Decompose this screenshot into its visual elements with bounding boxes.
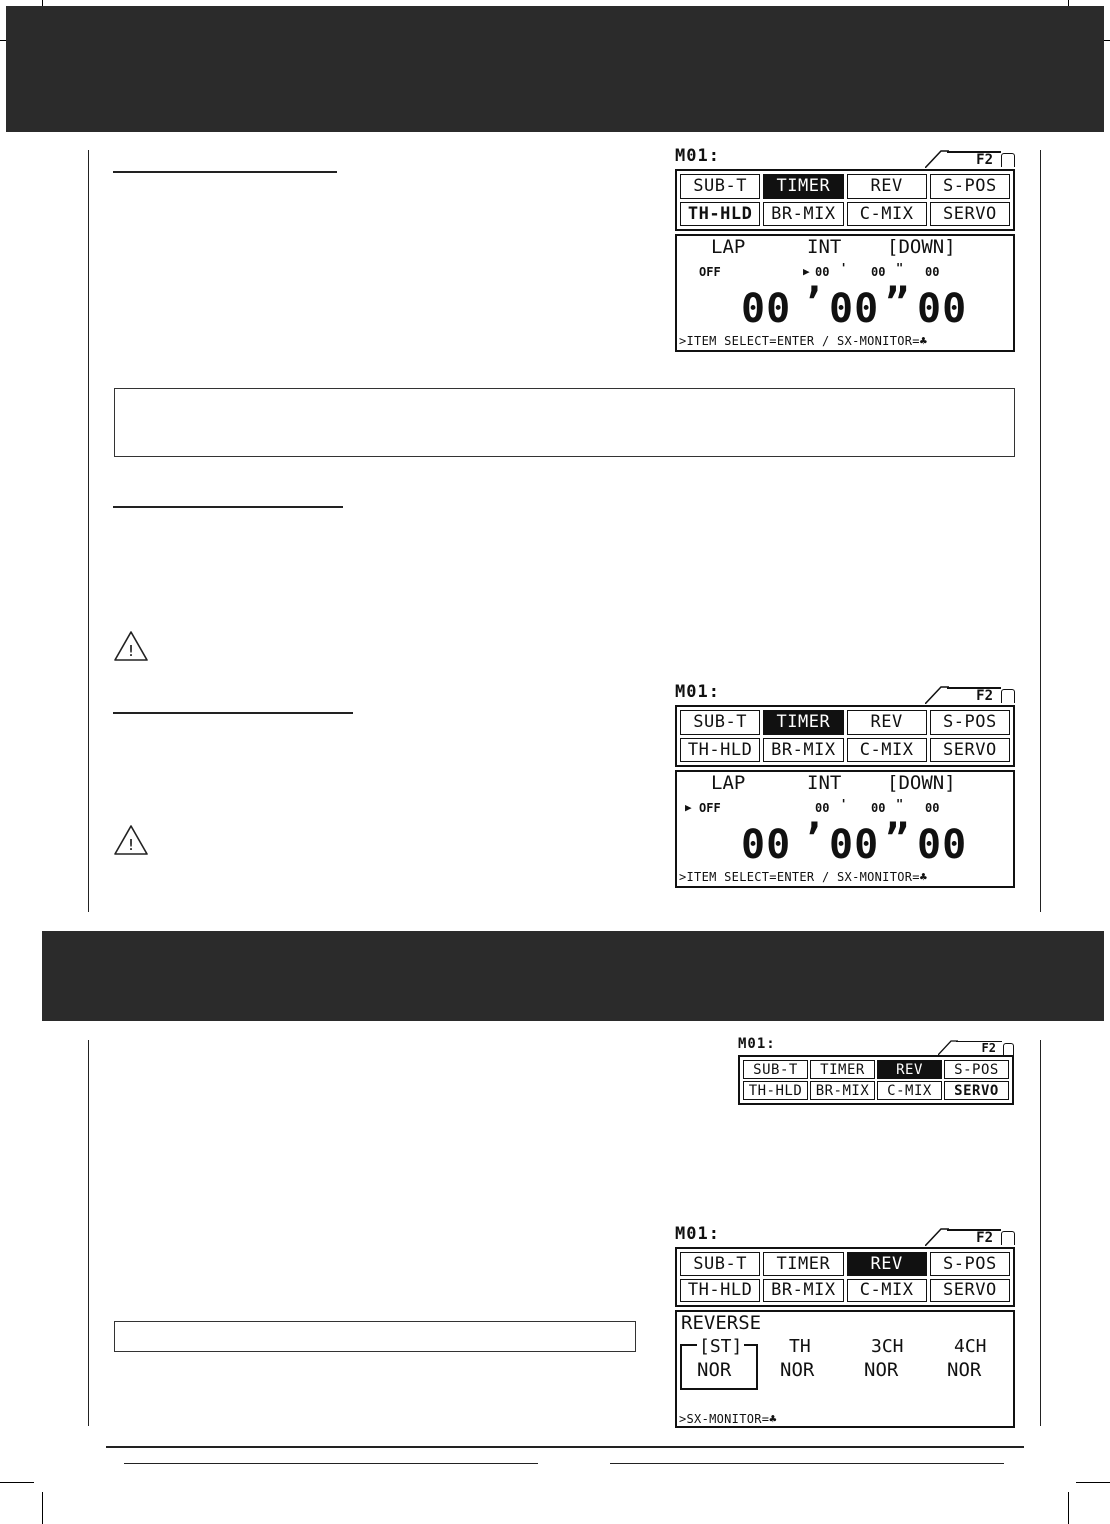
left-margin-rule (88, 150, 89, 912)
reverse-display (675, 1310, 1015, 1428)
int-header: INT (807, 236, 842, 258)
lcd-reverse-screen (675, 1226, 1015, 1428)
cursor-icon: ▶ (685, 801, 692, 814)
channel-label: 4CH (954, 1336, 987, 1357)
tab-sub-t[interactable]: SUB-T (680, 174, 760, 199)
menu-tabs (675, 169, 1015, 231)
status-line: >ITEM SELECT=ENTER / SX-MONITOR=♣ (679, 870, 928, 884)
lap-header: LAP (711, 772, 746, 794)
folder-tab (925, 150, 1015, 168)
tab-s-pos[interactable]: S-POS (930, 174, 1010, 199)
tab-th-hld[interactable]: TH-HLD (743, 1081, 808, 1100)
lap-value[interactable]: OFF (699, 801, 721, 815)
warning-icon (113, 630, 149, 662)
tab-timer[interactable]: TIMER (763, 710, 843, 735)
timer-display: LAP INT [DOWN] OFF ▶ 00 ' 00 " 00 00 ’ 00 ” 00 >ITEM SELECT=ENTER / SX-MONITOR=♣ (675, 234, 1015, 352)
timer-display: LAP INT [DOWN] ▶ OFF 00 ' 00 " 00 00 ’ 00 ” 00 >ITEM SELECT=ENTER / SX-MONITOR=♣ (675, 770, 1015, 888)
model-label: M01: (675, 146, 720, 166)
channel-value[interactable]: NOR (947, 1359, 982, 1381)
right-margin-rule (1040, 1040, 1041, 1426)
heading-underline (113, 506, 343, 508)
timer-minutes: 00 (741, 822, 792, 868)
int-minutes[interactable]: 00 (815, 801, 830, 815)
down-header: [DOWN] (887, 236, 956, 258)
cursor-icon: ▶ (803, 265, 810, 278)
crop-mark (42, 1492, 43, 1524)
folder-label: F2 (976, 152, 993, 168)
tab-c-mix[interactable]: C-MIX (877, 1081, 942, 1100)
menu-tabs (675, 705, 1015, 767)
channel-value[interactable]: NOR (780, 1359, 815, 1381)
footer-rule (106, 1446, 1024, 1448)
tab-s-pos[interactable]: S-POS (930, 710, 1010, 735)
note-box (114, 1321, 636, 1352)
crop-mark (1076, 1482, 1110, 1483)
folder-label: F2 (976, 688, 993, 704)
left-margin-rule (88, 1040, 89, 1426)
svg-text:!: ! (127, 836, 135, 854)
status-line: >ITEM SELECT=ENTER / SX-MONITOR=♣ (679, 334, 928, 348)
folder-label: F2 (976, 1230, 993, 1246)
tab-c-mix[interactable]: C-MIX (847, 202, 927, 227)
tab-c-mix[interactable]: C-MIX (847, 738, 927, 763)
channel-label: TH (789, 1336, 811, 1357)
status-line: >SX-MONITOR=♣ (679, 1412, 777, 1426)
tab-br-mix[interactable]: BR-MIX (763, 202, 843, 227)
tab-servo[interactable]: SERVO (930, 202, 1010, 227)
channel-label: [ST] (699, 1336, 743, 1357)
lap-header: LAP (711, 236, 746, 258)
tab-th-hld[interactable]: TH-HLD (680, 1279, 760, 1303)
right-margin-rule (1040, 150, 1041, 912)
tab-rev[interactable]: REV (847, 174, 927, 199)
tab-s-pos[interactable]: S-POS (944, 1060, 1009, 1079)
tab-s-pos[interactable]: S-POS (930, 1252, 1010, 1276)
tab-timer[interactable]: TIMER (763, 174, 843, 199)
tab-rev[interactable]: REV (877, 1060, 942, 1079)
heading-underline (113, 171, 337, 173)
lcd-menu-rev-small (738, 1038, 1014, 1106)
down-header: [DOWN] (887, 772, 956, 794)
tab-sub-t[interactable]: SUB-T (680, 1252, 760, 1276)
timer-minutes: 00 (741, 286, 792, 332)
crop-mark (1068, 1492, 1069, 1524)
folder-tab (938, 1040, 1014, 1055)
reverse-title: REVERSE (681, 1312, 762, 1334)
lcd-timer-lap-screen (675, 684, 1015, 888)
tab-th-hld[interactable]: TH-HLD (680, 202, 760, 227)
lcd-timer-screen (675, 148, 1015, 352)
warning-icon (113, 824, 149, 856)
menu-tabs (738, 1055, 1014, 1105)
heading-underline (113, 712, 353, 714)
timer-centiseconds: 00 (917, 286, 968, 332)
tab-rev[interactable]: REV (847, 710, 927, 735)
tab-sub-t[interactable]: SUB-T (680, 710, 760, 735)
svg-text:!: ! (127, 642, 135, 660)
timer-seconds: 00 (829, 286, 880, 332)
tab-timer[interactable]: TIMER (810, 1060, 875, 1079)
int-centiseconds[interactable]: 00 (925, 801, 940, 815)
channel-value[interactable]: NOR (697, 1359, 732, 1381)
folder-tab (925, 1228, 1015, 1246)
model-label: M01: (738, 1036, 776, 1052)
timer-seconds: 00 (829, 822, 880, 868)
tab-c-mix[interactable]: C-MIX (847, 1279, 927, 1303)
folder-label: F2 (981, 1041, 996, 1055)
int-centiseconds[interactable]: 00 (925, 265, 940, 279)
header-banner (6, 6, 1104, 132)
section-banner (42, 931, 1104, 1021)
tab-sub-t[interactable]: SUB-T (743, 1060, 808, 1079)
note-box (114, 388, 1015, 457)
footer-rule-right (610, 1463, 1004, 1464)
int-header: INT (807, 772, 842, 794)
tab-th-hld[interactable]: TH-HLD (680, 738, 760, 763)
tab-servo[interactable]: SERVO (930, 738, 1010, 763)
lap-value[interactable]: OFF (699, 265, 721, 279)
model-label: M01: (675, 1224, 720, 1244)
tab-servo[interactable]: SERVO (944, 1081, 1009, 1100)
tab-timer[interactable]: TIMER (763, 1252, 843, 1276)
tab-rev[interactable]: REV (847, 1252, 927, 1276)
channel-label: 3CH (871, 1336, 904, 1357)
timer-centiseconds: 00 (917, 822, 968, 868)
model-label: M01: (675, 682, 720, 702)
tab-servo[interactable]: SERVO (930, 1279, 1010, 1303)
tab-br-mix[interactable]: BR-MIX (763, 1279, 843, 1303)
int-seconds[interactable]: 00 (871, 265, 886, 279)
folder-tab (925, 686, 1015, 704)
tab-br-mix[interactable]: BR-MIX (810, 1081, 875, 1100)
int-minutes[interactable]: 00 (815, 265, 830, 279)
tab-br-mix[interactable]: BR-MIX (763, 738, 843, 763)
channel-value[interactable]: NOR (864, 1359, 899, 1381)
menu-tabs (675, 1247, 1015, 1307)
footer-rule-left (124, 1463, 538, 1464)
crop-mark (0, 1482, 34, 1483)
int-seconds[interactable]: 00 (871, 801, 886, 815)
